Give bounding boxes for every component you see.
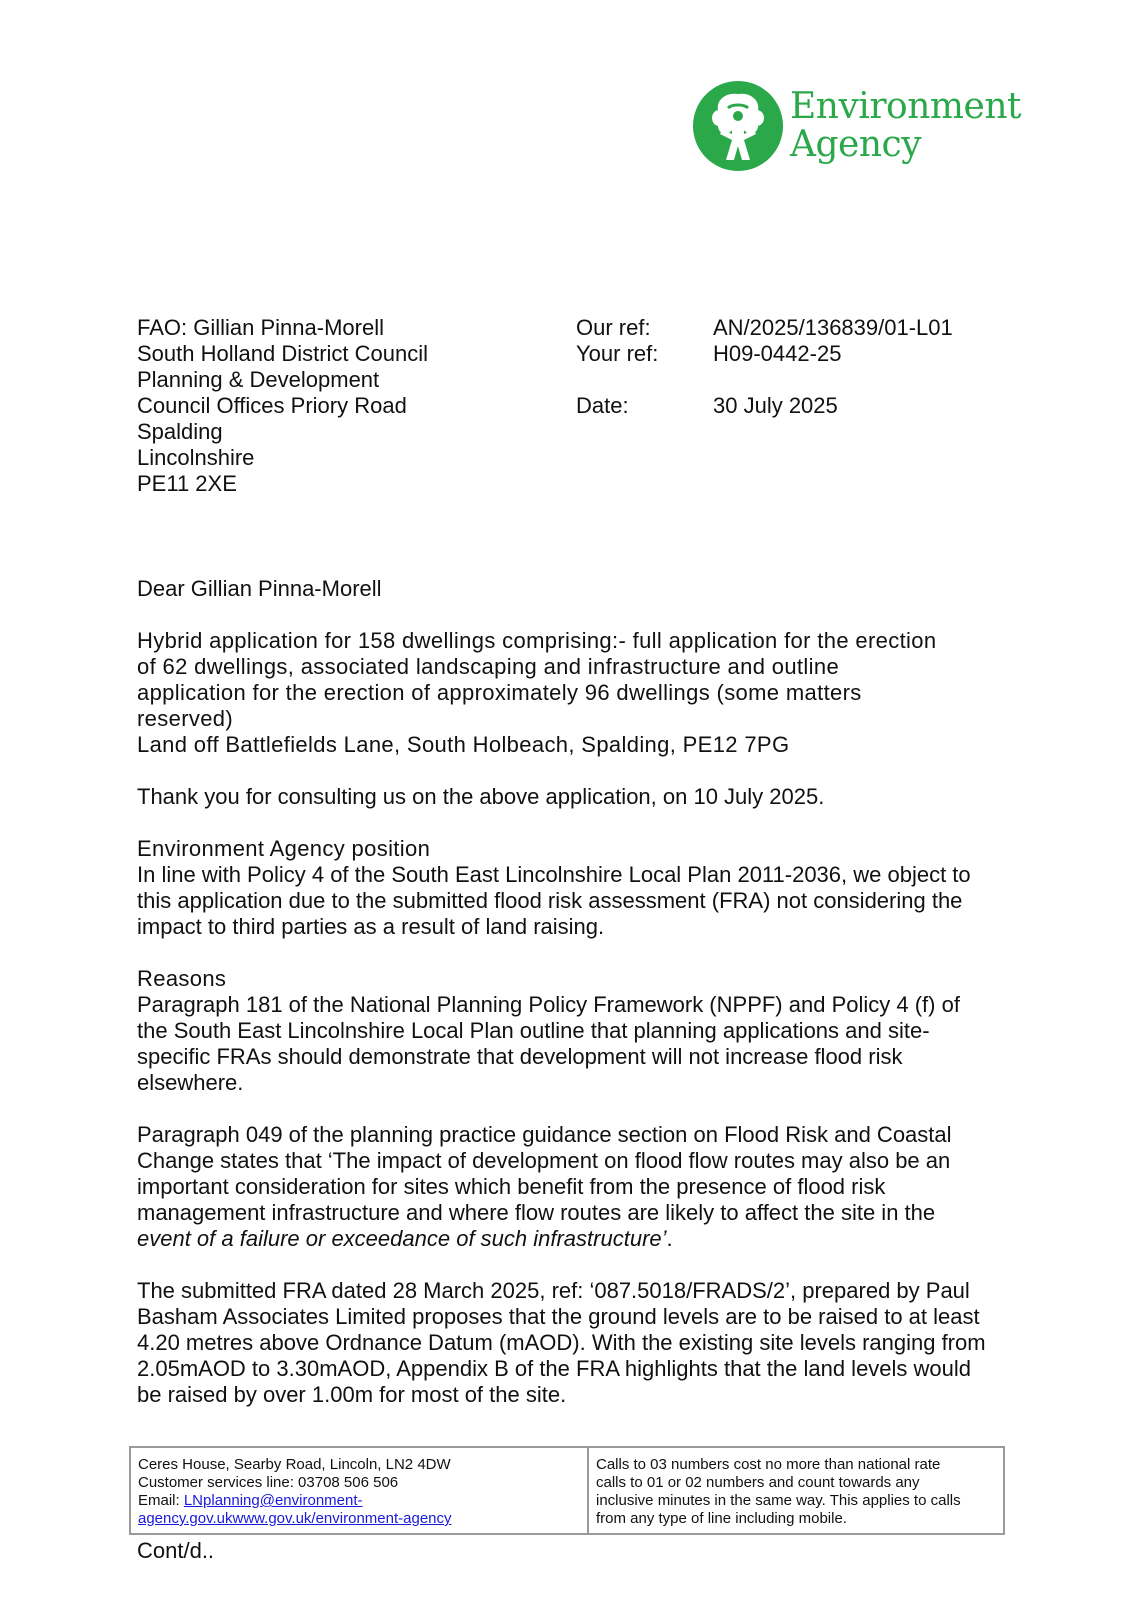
letter-body [137, 576, 1037, 1434]
footer-phone: Customer services line: 03708 506 506 [138, 1474, 399, 1491]
your-ref-value: H09-0442-25 [713, 341, 842, 366]
ppg-line: important consideration for sites which benefit from the presence of flood risk [137, 1174, 886, 1199]
reference-block [576, 315, 953, 419]
calls-line: calls to 01 or 02 numbers and count towards any [596, 1474, 920, 1491]
date-value: 30 July 2025 [713, 393, 838, 418]
subject-line: of 62 dwellings, associated landscaping and infrastructure and outline [137, 654, 840, 679]
fra-line: Basham Associates Limited proposes that the ground levels are to be raised to at least [137, 1304, 980, 1329]
fao-line: FAO: Gillian Pinna-Morell [137, 315, 384, 340]
reasons-line: elsewhere. [137, 1070, 244, 1095]
continued-label: Cont/d.. [137, 1538, 215, 1563]
calls-line: Calls to 03 numbers cost no more than national rate [596, 1456, 941, 1473]
our-ref-value: AN/2025/136839/01-L01 [713, 315, 953, 340]
subject-line: Land off Battlefields Lane, South Holbeach, Spalding, PE12 7PG [137, 732, 790, 757]
salutation: Dear Gillian Pinna-Morell [137, 576, 382, 601]
calls-line: from any type of line including mobile. [596, 1510, 847, 1527]
subject-line: reserved) [137, 706, 234, 731]
footer-box [129, 1446, 1005, 1535]
footer-address: Ceres House, Searby Road, Lincoln, LN2 4DW [138, 1456, 451, 1473]
position-line: impact to third parties as a result of land raising. [137, 914, 605, 939]
ppg-line: Change states that ‘The impact of development on flood flow routes may also be an [137, 1148, 951, 1173]
org-line: South Holland District Council [137, 341, 429, 366]
fra-line: The submitted FRA dated 28 March 2025, ref: ‘087.5018/FRADS/2’, prepared by Paul [137, 1278, 970, 1303]
our-ref-label: Our ref: [576, 315, 651, 340]
fra-paragraph [137, 1278, 1037, 1408]
our-ref-row [576, 315, 953, 341]
logo-line-2: Agency [790, 124, 922, 165]
footer-web-row [138, 1510, 580, 1528]
subject-line: Hybrid application for 158 dwellings comprising:- full application for the erection [137, 628, 937, 653]
recipient-address [137, 315, 428, 497]
your-ref-row [576, 341, 953, 367]
position-heading: Environment Agency position [137, 836, 431, 861]
position-line: this application due to the submitted flood risk assessment (FRA) not considering the [137, 888, 963, 913]
county-line: Lincolnshire [137, 445, 255, 470]
website-link[interactable]: agency.gov.ukwww.gov.uk/environment-agency [138, 1510, 452, 1527]
subject-line: application for the erection of approximately 96 dwellings (some matters [137, 680, 862, 705]
tree-figure-icon [692, 80, 784, 172]
fra-line: be raised by over 1.00m for most of the site. [137, 1382, 567, 1407]
footer-calls-info [589, 1448, 1003, 1533]
subject [137, 628, 1037, 758]
dept-line: Planning & Development [137, 367, 380, 392]
footer-email-label: Email: [138, 1492, 184, 1509]
street-line: Council Offices Priory Road [137, 393, 407, 418]
your-ref-label: Your ref: [576, 341, 659, 366]
ppg-paragraph [137, 1122, 1037, 1252]
position-line: In line with Policy 4 of the South East Lincolnshire Local Plan 2011-2036, we object to [137, 862, 971, 887]
fra-line: 4.20 metres above Ordnance Datum (mAOD). With the existing site levels ranging from [137, 1330, 986, 1355]
reasons-line: Paragraph 181 of the National Planning Policy Framework (NPPF) and Policy 4 (f) of [137, 992, 960, 1017]
reasons-line: the South East Lincolnshire Local Plan outline that planning applications and site- [137, 1018, 930, 1043]
position-paragraph [137, 836, 1037, 940]
logo-line-1: Environment [790, 86, 1021, 127]
environment-agency-logo [692, 80, 1022, 172]
reasons-paragraph [137, 966, 1037, 1096]
footer-contact [131, 1448, 589, 1533]
calls-line: inclusive minutes in the same way. This applies to calls [596, 1492, 961, 1509]
town-line: Spalding [137, 419, 223, 444]
date-label: Date: [576, 393, 629, 418]
reasons-heading: Reasons [137, 966, 227, 991]
thanks-paragraph: Thank you for consulting us on the above application, on 10 July 2025. [137, 784, 825, 809]
reasons-line: specific FRAs should demonstrate that development will not increase flood risk [137, 1044, 903, 1069]
email-link[interactable]: LNplanning@environment- [183, 1492, 363, 1509]
ppg-end: . [666, 1226, 673, 1251]
ppg-line: management infrastructure and where flow routes are likely to affect the site in the [137, 1200, 936, 1225]
date-row [576, 393, 953, 419]
ppg-italic: event of a failure or exceedance of such infrastructure’ [137, 1226, 667, 1251]
ppg-line: Paragraph 049 of the planning practice guidance section on Flood Risk and Coastal [137, 1122, 952, 1147]
fra-line: 2.05mAOD to 3.30mAOD, Appendix B of the FRA highlights that the land levels would [137, 1356, 972, 1381]
footer-email-row [138, 1492, 580, 1510]
postcode-line: PE11 2XE [137, 471, 237, 496]
